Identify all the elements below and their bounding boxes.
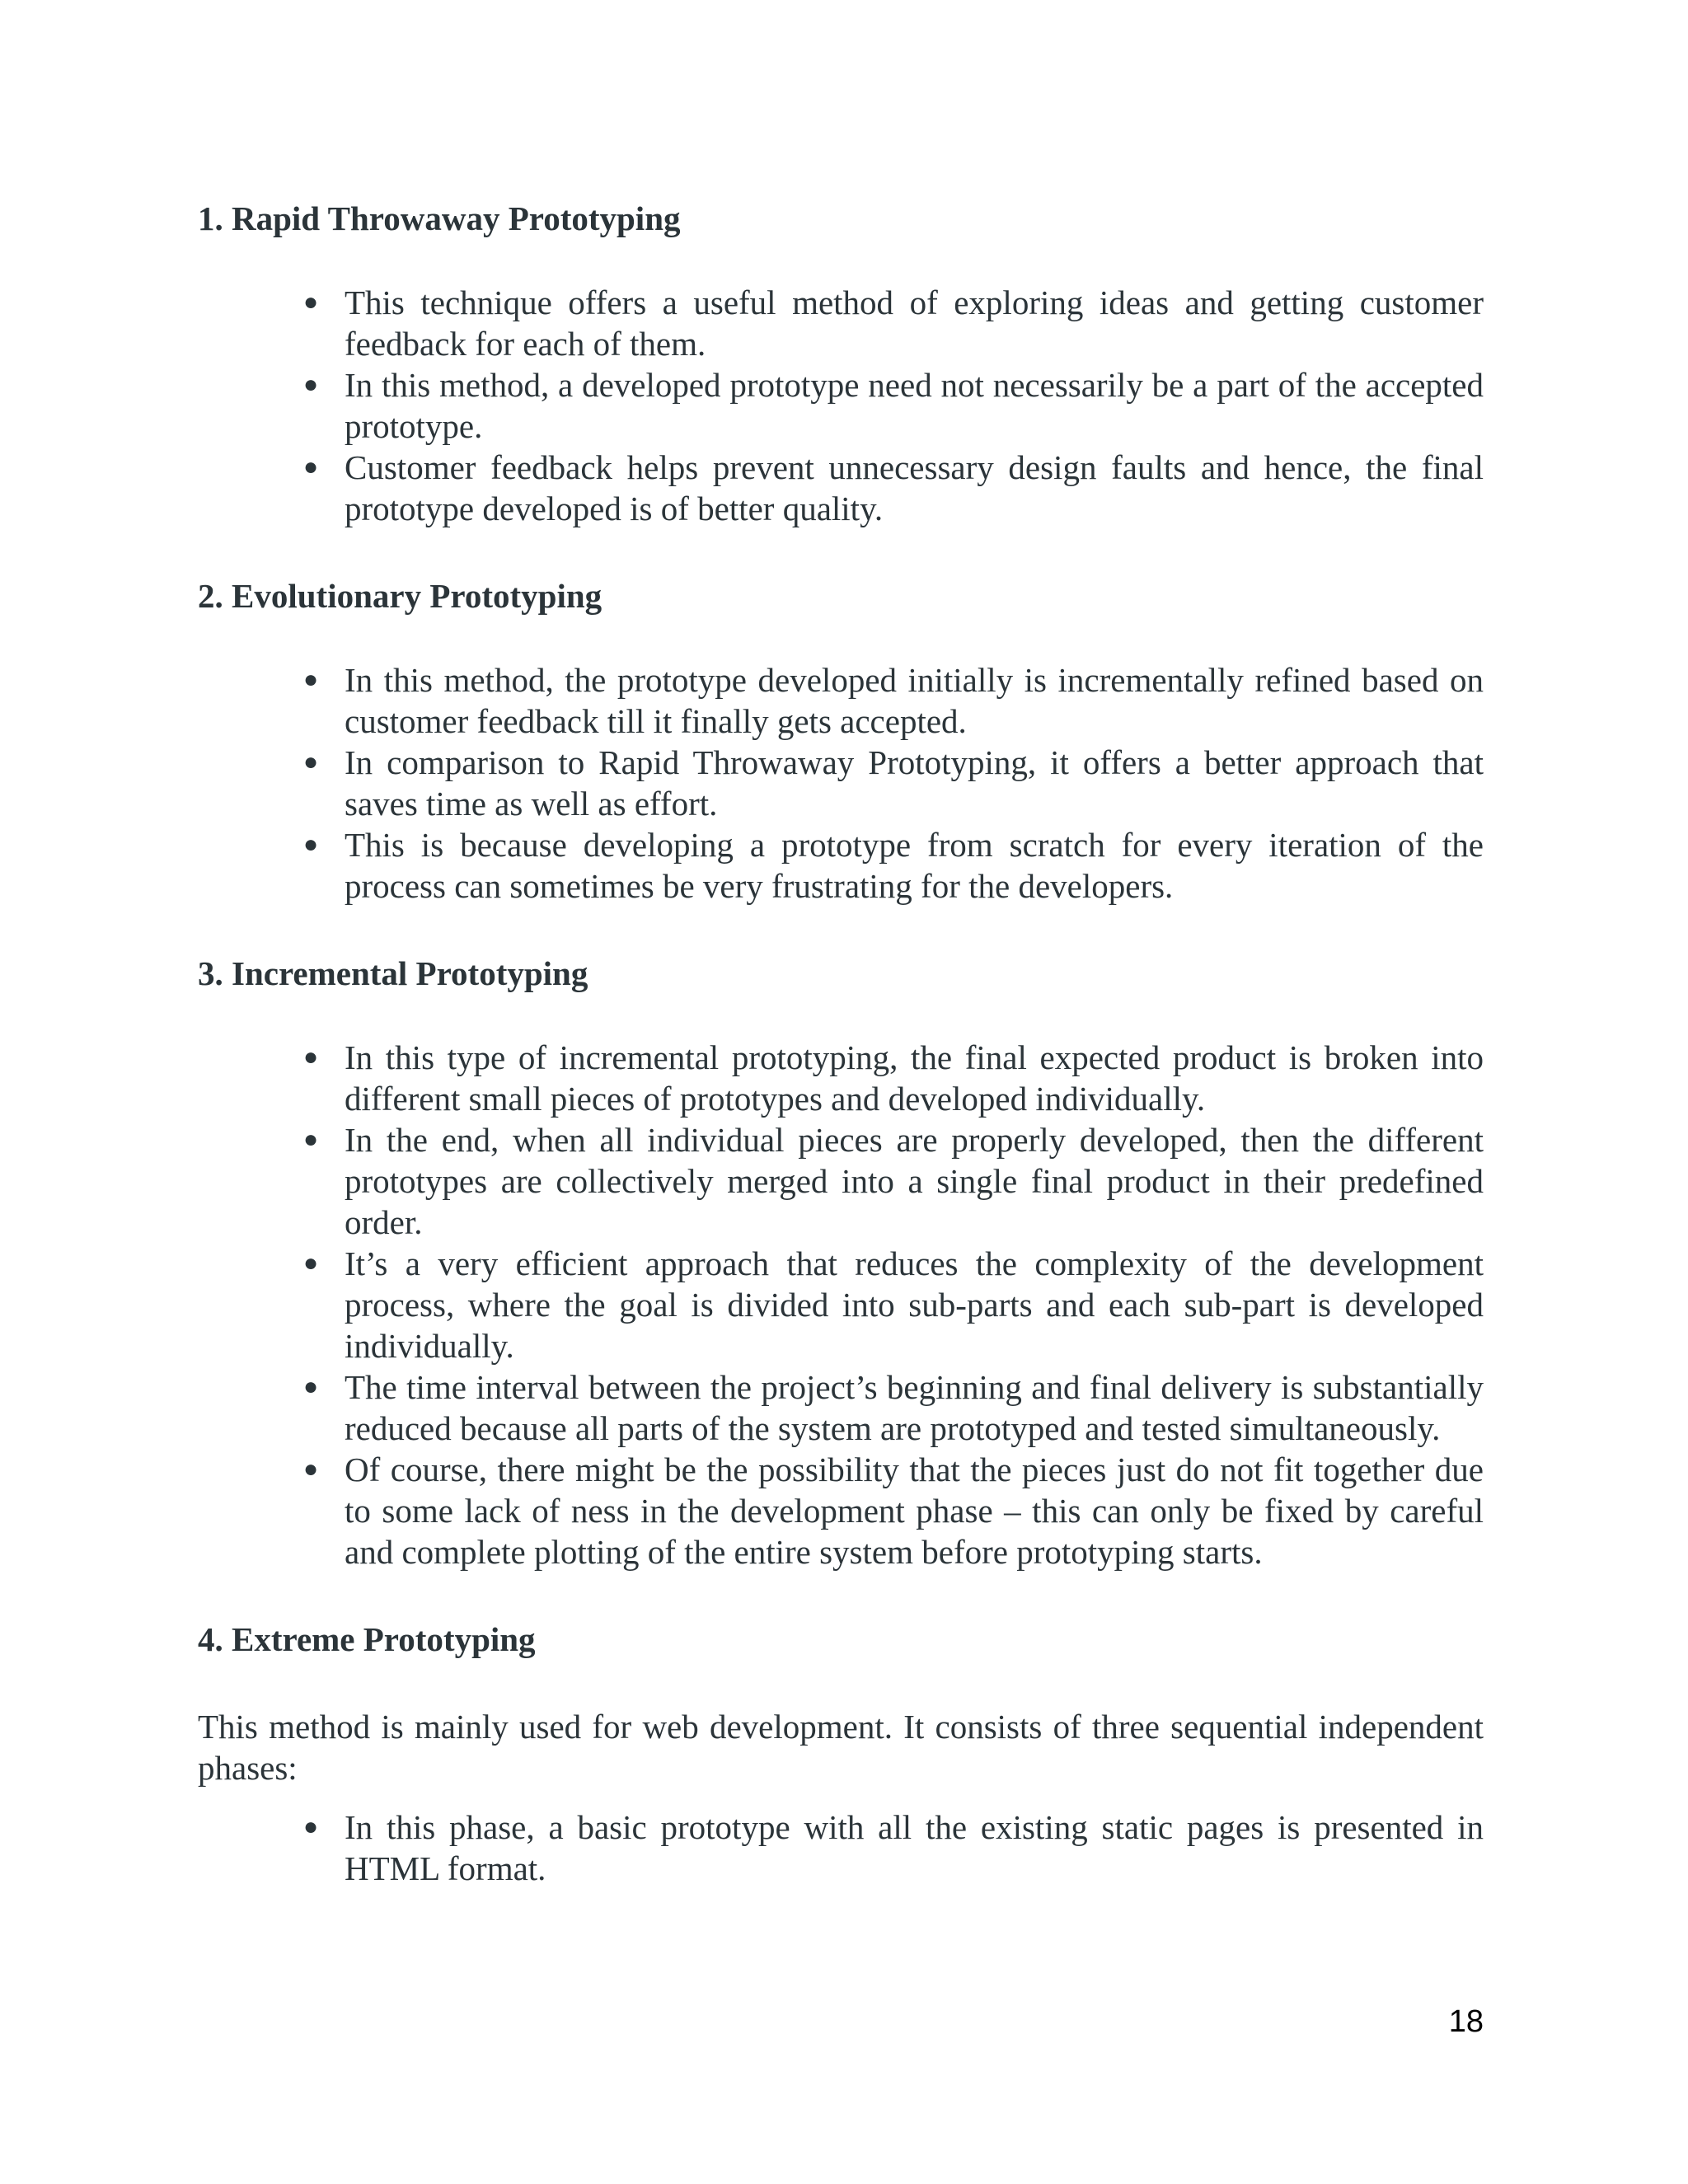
list-item-text: In this phase, a basic prototype with all the existing static pages is presented in HTML format. — [345, 1808, 1484, 1887]
list-item-text: In the end, when all individual pieces are properly developed, then the different prototypes are collectively merged into a single final product in their predefined order. — [345, 1121, 1484, 1241]
section-rapid-throwaway — [198, 198, 1484, 529]
bullet-icon: ● — [302, 1126, 319, 1153]
list-item — [302, 447, 1484, 529]
bullet-icon: ● — [302, 1813, 319, 1840]
list-item — [302, 1807, 1484, 1889]
list-item-text: In this method, the prototype developed initially is incrementally refined based on customer feedback till it finally gets accepted. — [345, 661, 1484, 740]
list-item-text: Customer feedback helps prevent unnecessary design faults and hence, the final prototype developed is of better quality. — [345, 448, 1484, 527]
section-extreme — [198, 1619, 1484, 1889]
list-item-text: The time interval between the project’s beginning and final delivery is substantially reduced because all parts of the system are prototyped and tested simultaneously. — [345, 1368, 1484, 1447]
bullet-list — [198, 1037, 1484, 1572]
bullet-icon: ● — [302, 371, 319, 398]
section-heading: 2. Evolutionary Prototyping — [198, 577, 603, 615]
bullet-icon: ● — [302, 1373, 319, 1400]
bullet-icon: ● — [302, 453, 319, 480]
bullet-list — [198, 1807, 1484, 1889]
bullet-list — [198, 282, 1484, 529]
list-item — [302, 364, 1484, 447]
list-item-text: It’s a very efficient approach that reduces the complexity of the development process, where the goal is divided into sub-parts and each sub-part is developed individually. — [345, 1244, 1484, 1365]
list-item-text: In this method, a developed prototype need not necessarily be a part of the accepted prototype. — [345, 366, 1484, 445]
bullet-icon: ● — [302, 831, 319, 858]
list-item — [302, 282, 1484, 364]
list-item — [302, 1119, 1484, 1243]
list-item-text: In comparison to Rapid Throwaway Prototyping, it offers a better approach that saves time as well as effort. — [345, 743, 1484, 823]
list-item — [302, 1366, 1484, 1449]
list-item — [302, 742, 1484, 824]
list-item — [302, 1243, 1484, 1366]
section-paragraph: This method is mainly used for web development. It consists of three sequential independent phases: — [198, 1708, 1484, 1787]
list-item — [302, 1449, 1484, 1572]
bullet-icon: ● — [302, 666, 319, 693]
list-item — [302, 824, 1484, 907]
list-item-text: Of course, there might be the possibility that the pieces just do not fit together due to some lack of ness in the development phase – this can only be fixed by careful and complete plotting of the entire system before prototyping starts. — [345, 1451, 1484, 1571]
list-item-text: This technique offers a useful method of exploring ideas and getting customer feedback for each of them. — [345, 284, 1484, 363]
bullet-list — [198, 659, 1484, 907]
section-heading: 3. Incremental Prototyping — [198, 954, 588, 992]
section-heading: 1. Rapid Throwaway Prototyping — [198, 199, 681, 237]
page-number: 18 — [1448, 2004, 1484, 2039]
list-item — [302, 659, 1484, 742]
section-evolutionary — [198, 575, 1484, 907]
bullet-icon: ● — [302, 1249, 319, 1277]
bullet-icon: ● — [302, 288, 319, 316]
list-item-text: In this type of incremental prototyping, the final expected product is broken into different small pieces of prototypes and developed individually. — [345, 1038, 1484, 1118]
bullet-icon: ● — [302, 1455, 319, 1483]
bullet-icon: ● — [302, 1043, 319, 1071]
list-item-text: This is because developing a prototype from scratch for every iteration of the process can sometimes be very frustrating for the developers. — [345, 826, 1484, 905]
page-content — [198, 198, 1484, 1889]
section-heading: 4. Extreme Prototyping — [198, 1620, 536, 1658]
list-item — [302, 1037, 1484, 1119]
section-incremental — [198, 953, 1484, 1572]
bullet-icon: ● — [302, 748, 319, 776]
